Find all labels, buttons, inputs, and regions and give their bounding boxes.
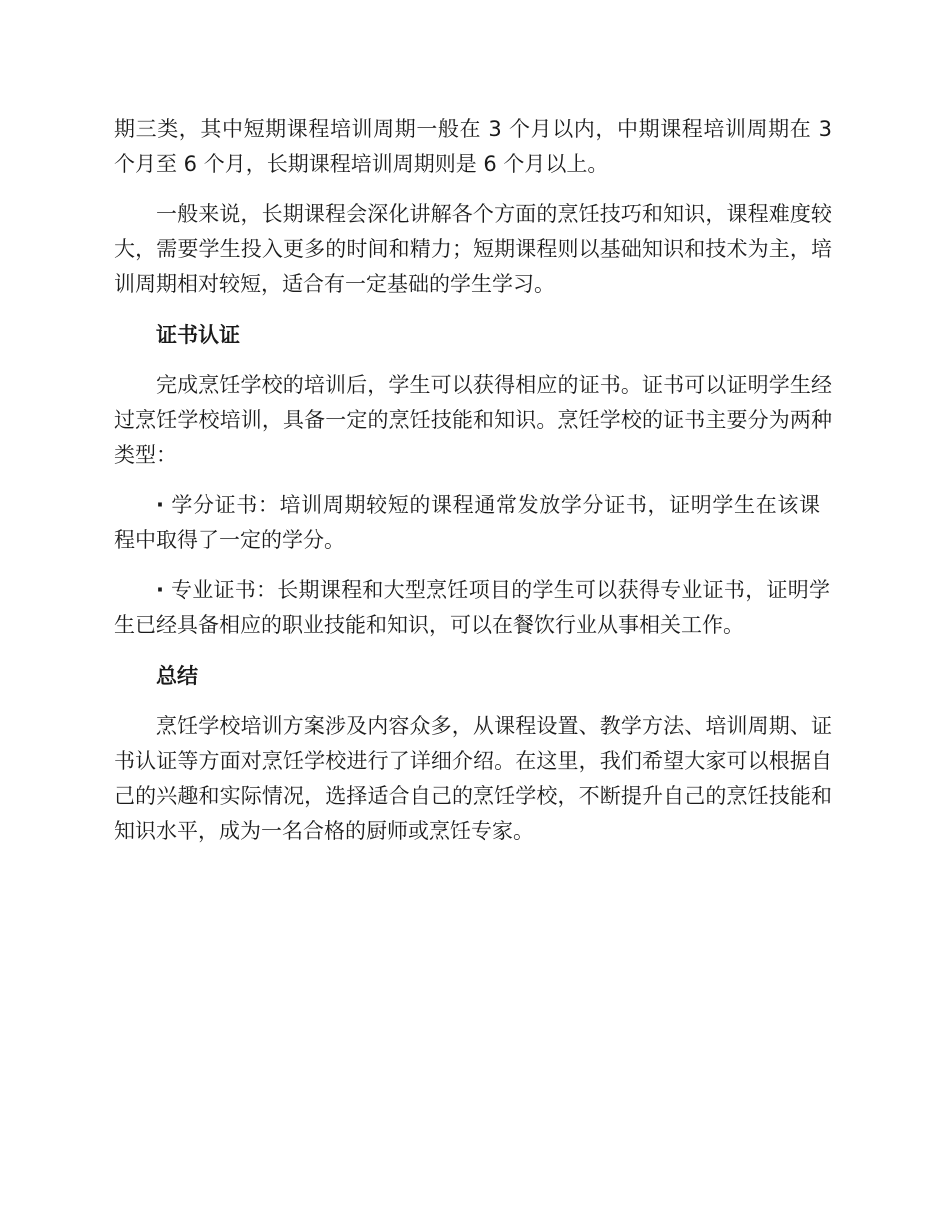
bullet-dot-icon: · bbox=[156, 578, 164, 602]
list-item-credit-certificate bbox=[114, 488, 820, 558]
list-item-text: 学分证书：培训周期较短的课程通常发放学分证书，证明学生在该课程中取得了一定的学分。 bbox=[114, 493, 820, 552]
section-heading-summary: 总结 bbox=[156, 664, 198, 688]
intro-paragraph-course-length: 一般来说，长期课程会深化讲解各个方面的烹饪技巧和知识，课程难度较大，需要学生投入更多的时间和精力；短期课程则以基础知识和技术为主，培训周期相对较短，适合有一定基础的学生学习。 bbox=[114, 202, 832, 296]
list-item-professional-certificate bbox=[114, 573, 830, 643]
list-item-text: 专业证书：长期课程和大型烹饪项目的学生可以获得专业证书，证明学生已经具备相应的职业技能和知识，可以在餐饮行业从事相关工作。 bbox=[114, 578, 830, 637]
bullet-dot-icon: · bbox=[156, 493, 164, 517]
summary-paragraph: 烹饪学校培训方案涉及内容众多，从课程设置、教学方法、培训周期、证书认证等方面对烹饪学校进行了详细介绍。在这里，我们希望大家可以根据自己的兴趣和实际情况，选择适合自己的烹饪学校，不断提升自己的烹饪技能和知识水平，成为一名合格的厨师或烹饪专家。 bbox=[114, 714, 832, 843]
intro-paragraph-continued: 期三类，其中短期课程培训周期一般在 3 个月以内，中期课程培训周期在 3 个月至 6 个月，长期课程培训周期则是 6 个月以上。 bbox=[114, 117, 832, 176]
certificate-paragraph: 完成烹饪学校的培训后，学生可以获得相应的证书。证书可以证明学生经过烹饪学校培训，具备一定的烹饪技能和知识。烹饪学校的证书主要分为两种类型： bbox=[114, 373, 832, 467]
section-heading-certificate: 证书认证 bbox=[156, 323, 240, 347]
